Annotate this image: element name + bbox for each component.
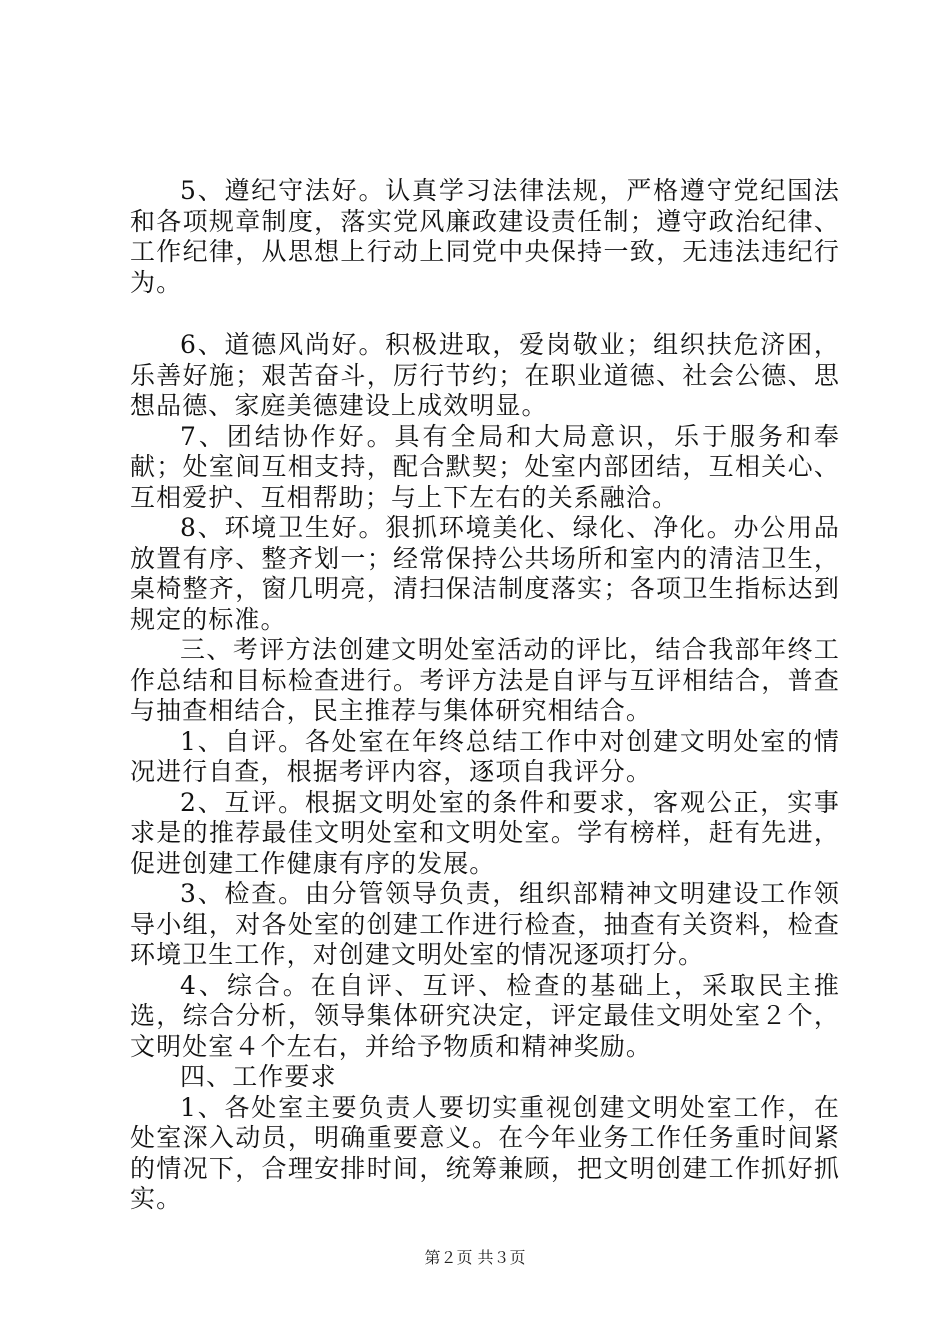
page-number-footer: 第２页 共３页 — [424, 1248, 526, 1267]
section-heading-work-requirements: 四、工作要求 — [180, 1062, 337, 1091]
paragraph-morality: 6、道德风尚好。积极进取，爱岗敬业；组织扶危济困，乐善好施；艰苦奋斗，厉行节约；在职业道德、社会公德、思想品德、家庭美德建设上成效明显。 — [130, 330, 840, 420]
paragraph-teamwork: 7、团结协作好。具有全局和大局意识，乐于服务和奉献；处室间互相支持，配合默契；处室内部团结，互相关心、互相爱护、互相帮助；与上下左右的关系融洽。 — [130, 421, 840, 512]
paragraph-mutual-evaluation: 2、互评。根据文明处室的条件和要求，客观公正，实事求是的推荐最佳文明处室和文明处室。学有榜样，赶有先进，促进创建工作健康有序的发展。 — [130, 787, 840, 878]
paragraph-inspection: 3、检查。由分管领导负责，组织部精神文明建设工作领导小组，对各处室的创建工作进行检查，抽查有关资料，检查环境卫生工作，对创建文明处室的情况逐项打分。 — [130, 879, 840, 969]
paragraph-evaluation-method: 三、考评方法创建文明处室活动的评比，结合我部年终工作总结和目标检查进行。考评方法是自评与互评相结合，普查与抽查相结合，民主推荐与集体研究相结合。 — [130, 635, 840, 725]
paragraph-self-evaluation: 1、自评。各处室在年终总结工作中对创建文明处室的情况进行自查，根据考评内容，逐项自我评分。 — [130, 726, 840, 786]
document-body — [130, 176, 840, 1215]
paragraph-discipline: 5、遵纪守法好。认真学习法律法规，严格遵守党纪国法和各项规章制度，落实党风廉政建设责任制；遵守政治纪律、工作纪律，从思想上行动上同党中央保持一致，无违法违纪行为。 — [130, 176, 840, 297]
paragraph-hygiene: 8、环境卫生好。狠抓环境美化、绿化、净化。办公用品放置有序、整齐划一；经常保持公共场所和室内的清洁卫生，桌椅整齐，窗几明亮，清扫保洁制度落实；各项卫生指标达到规定的标准。 — [130, 513, 840, 634]
paragraph-synthesis: 4、综合。在自评、互评、检查的基础上，采取民主推选，综合分析，领导集体研究决定，评定最佳文明处室２个，文明处室４个左右，并给予物质和精神奖励。 — [130, 970, 840, 1061]
paragraph-requirement-1: 1、各处室主要负责人要切实重视创建文明处室工作，在处室深入动员，明确重要意义。在今年业务工作任务重时间紧的情况下，合理安排时间，统筹兼顾，把文明创建工作抓好抓实。 — [130, 1092, 840, 1213]
